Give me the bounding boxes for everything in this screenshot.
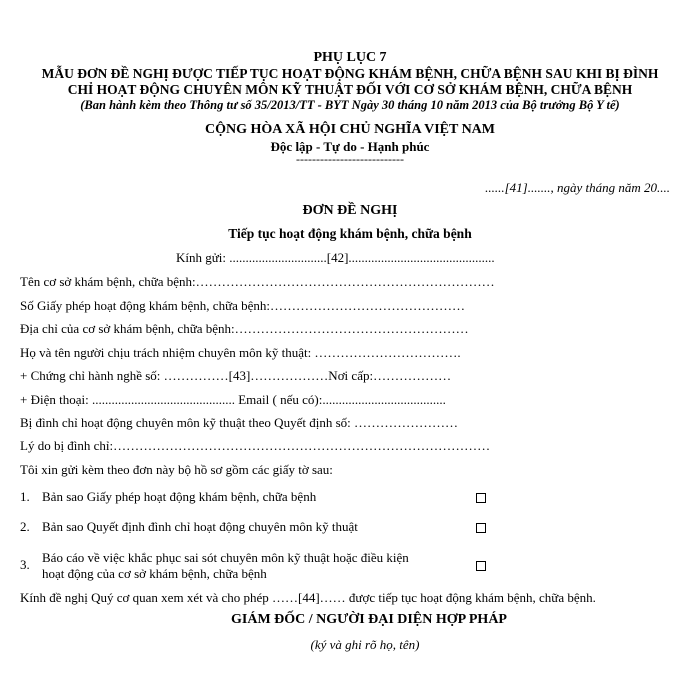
license-number-field: Số Giấy phép hoạt động khám bệnh, chữa bệnh:………………………………………	[20, 298, 466, 313]
document-number: 3.	[20, 557, 30, 572]
motto-separator: ---------------------------	[296, 152, 404, 166]
checkbox-suspension-decision-copy[interactable]	[476, 523, 486, 533]
facility-name-field: Tên cơ sở khám bệnh, chữa bệnh:……………………………………………………………	[20, 274, 495, 289]
document-item-license-copy: Bản sao Giấy phép hoạt động khám bệnh, chữa bệnh	[42, 489, 317, 504]
signature-title: GIÁM ĐỐC / NGƯỜI ĐẠI DIỆN HỢP PHÁP	[231, 612, 507, 627]
document-item-suspension-decision-copy: Bản sao Quyết định đình chỉ hoạt động chuyên môn kỹ thuật	[42, 519, 358, 534]
document-item-remediation-report-continued: hoạt động của cơ sở khám bệnh, chữa bệnh	[42, 566, 267, 581]
responsible-person-field: Họ và tên người chịu trách nhiệm chuyên môn kỹ thuật: …………………………….	[20, 345, 461, 360]
document-number: 2.	[20, 519, 30, 534]
document-item-remediation-report: Báo cáo về việc khắc phục sai sót chuyên môn kỹ thuật hoặc điều kiện	[42, 550, 409, 565]
national-title: CỘNG HÒA XÃ HỘI CHỦ NGHĨA VIỆT NAM	[204, 122, 495, 137]
recipient-line: Kính gửi: ..............................[42].............................................	[176, 250, 495, 265]
form-title-line-2: CHỈ HOẠT ĐỘNG CHUYÊN MÔN KỸ THUẬT ĐỐI VỚI CƠ SỞ KHÁM BỆNH, CHỮA BỆNH	[67, 82, 633, 97]
practice-certificate-field: + Chứng chỉ hành nghề số: ……………[43]………………Nơi cấp:………………	[20, 368, 452, 383]
appendix-title: PHỤ LỤC 7	[313, 50, 387, 65]
request-title: ĐƠN ĐỀ NGHỊ	[302, 203, 398, 218]
national-motto: Độc lập - Tự do - Hạnh phúc	[270, 139, 430, 154]
checkbox-remediation-report[interactable]	[476, 561, 486, 571]
signature-note: (ký và ghi rõ họ, tên)	[310, 637, 420, 652]
checkbox-license-copy[interactable]	[476, 493, 486, 503]
form-title-line-1: MẪU ĐƠN ĐỀ NGHỊ ĐƯỢC TIẾP TỤC HOẠT ĐỘNG KHÁM BỆNH, CHỮA BỆNH SAU KHI BỊ ĐÌNH	[41, 66, 659, 81]
phone-email-field: + Điện thoại: ............................................ Email ( nếu có):......................................	[20, 392, 446, 407]
place-date-line: ......[41]......., ngày tháng năm 20....	[485, 180, 670, 195]
suspension-decision-field: Bị đình chỉ hoạt động chuyên môn kỹ thuật theo Quyết định số: ……………………	[20, 415, 458, 430]
issued-by-note: (Ban hành kèm theo Thông tư số 35/2013/TT - BYT Ngày 30 tháng 10 năm 2013 của Bộ trưởng Bộ Y tế)	[80, 98, 620, 112]
request-statement: Kính đề nghị Quý cơ quan xem xét và cho phép ……[44]…… được tiếp tục hoạt động khám bệnh, chữa bệnh.	[20, 590, 596, 605]
facility-address-field: Địa chỉ của cơ sở khám bệnh, chữa bệnh:………………………………………………	[20, 321, 469, 336]
attachments-intro: Tôi xin gửi kèm theo đơn này bộ hồ sơ gồm các giấy tờ sau:	[20, 462, 333, 477]
suspension-reason-field: Lý do bị đình chỉ:……………………………………………………………………………	[20, 438, 491, 453]
document-number: 1.	[20, 489, 30, 504]
request-subtitle: Tiếp tục hoạt động khám bệnh, chữa bệnh	[228, 226, 472, 241]
